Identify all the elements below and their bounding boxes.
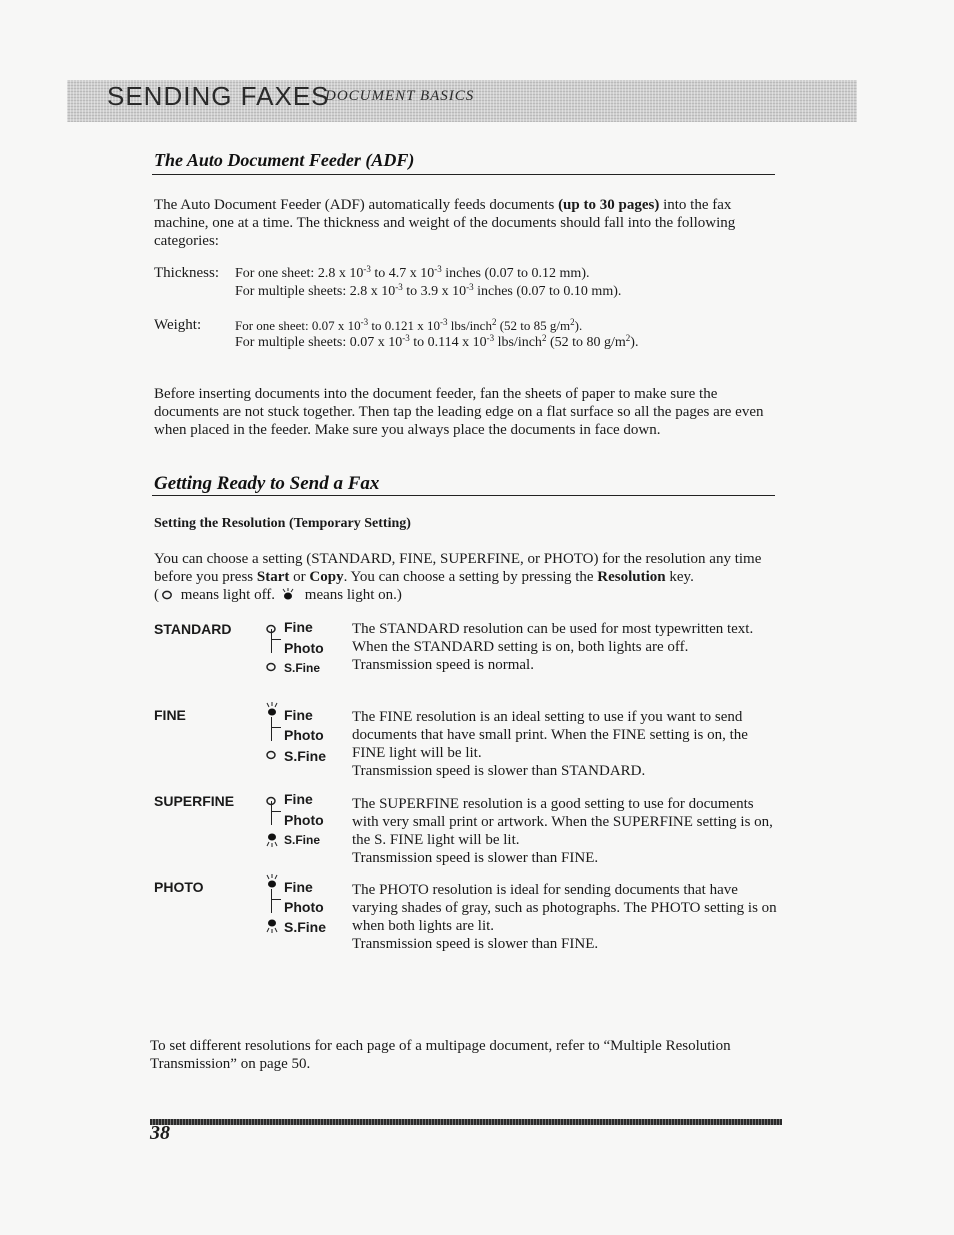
adf-page-limit: (up to 30 pages) — [558, 197, 660, 213]
adf-heading: The Auto Document Feeder (ADF) — [154, 150, 415, 170]
fine-light-label: Fine — [284, 791, 313, 807]
subsection-title: DOCUMENT BASICS — [325, 88, 475, 104]
photo-light-label: Photo — [284, 640, 324, 656]
adf-intro: The Auto Document Feeder (ADF) automatically feeds documents (up to 30 pages) into the fax machine, one at a time. The thickness and weight of the documents should fall into the following categories: — [154, 197, 736, 249]
copy-key: Copy — [309, 569, 344, 585]
ready-heading-rule — [152, 495, 775, 496]
fine-light-label: Fine — [284, 619, 313, 635]
photo-light-label: Photo — [284, 727, 324, 743]
sfine-light-off-icon — [262, 749, 278, 761]
thickness-one-sheet: For one sheet: 2.8 x $10^{-3}$ to 4.7 x $10^{-3}$ inches (0.07 to 0.12 mm). — [235, 264, 590, 281]
before-inserting-paragraph: Before inserting documents into the document feeder, fan the sheets of paper to make sure the documents are not stuck together. Then tap the leading edge on a flat surface so all the pages are even when placed in the feeder. Make sure you always place the documents in face down. — [154, 386, 764, 438]
standard-lights — [262, 619, 332, 679]
fine-light-label: Fine — [284, 707, 313, 723]
header-band — [67, 80, 857, 122]
sfine-light-on-icon — [262, 831, 282, 849]
weight-one-sheet: For one sheet: 0.07 x $10^{-3}$ to 0.121 x $10^{-3}$ lbs/inch$^2$ (52 to 85 $g/m^2$). — [235, 317, 583, 333]
thickness-multiple-sheets: For multiple sheets: 2.8 x $10^{-3}$ to 3.9 x $10^{-3}$ inches (0.07 to 0.10 mm). — [235, 282, 622, 299]
page-number: 38 — [150, 1122, 170, 1144]
multiple-resolution-note: To set different resolutions for each page of a multipage document, refer to “Multiple Resolution Transmission” on page 50. — [150, 1038, 731, 1072]
fine-label: FINE — [154, 707, 186, 723]
fine-light-label: Fine — [284, 879, 313, 895]
standard-label: STANDARD — [154, 621, 232, 637]
photo-description: The PHOTO resolution is ideal for sending documents that have varying shades of gray, such as photographs. The PHOTO setting is on when both lights are lit. Transmission speed is slower than FINE. — [352, 881, 782, 953]
resolution-key: Resolution — [597, 569, 666, 585]
sfine-light-label: S.Fine — [284, 748, 327, 764]
light-on-icon — [279, 587, 297, 601]
weight-label: Weight: — [154, 317, 202, 333]
fine-light-off-icon — [262, 795, 278, 807]
superfine-lights — [262, 791, 332, 851]
fine-speed: Transmission speed is slower than STANDARD. — [352, 763, 646, 779]
photo-label: PHOTO — [154, 879, 204, 895]
ready-heading: Getting Ready to Send a Fax — [154, 473, 380, 494]
photo-light-label: Photo — [284, 899, 324, 915]
photo-lights — [262, 872, 332, 942]
superfine-speed: Transmission speed is slower than FINE. — [352, 850, 599, 866]
sfine-light-label: S.Fine — [284, 919, 327, 935]
sfine-light-label: S.Fine — [284, 833, 321, 847]
fine-lights — [262, 700, 332, 764]
fine-light-off-icon — [262, 623, 278, 635]
fine-description: The FINE resolution is an ideal setting to use if you want to send documents that have small print. When the FINE setting is on, the FINE light will be lit. Transmission speed is slower than STANDARD. — [352, 708, 782, 780]
resolution-intro: You can choose a setting (STANDARD, FINE, SUPERFINE, or PHOTO) for the resolution any time before you press Start or Copy. You can choose a setting by pressing the Resolution key. ( means light off. means light on.) — [154, 551, 762, 603]
standard-description: The STANDARD resolution can be used for most typewritten text. When the STANDARD setting is on, both lights are off. Transmission speed is normal. — [352, 620, 782, 674]
photo-speed: Transmission speed is slower than FINE. — [352, 936, 599, 952]
section-title: SENDING FAXES — [107, 81, 330, 111]
fine-light-on-icon — [262, 700, 282, 718]
fine-light-on-icon — [262, 872, 282, 890]
sfine-light-label: S.Fine — [284, 661, 321, 675]
weight-multiple-sheets: For multiple sheets: 0.07 x $10^{-3}$ to 0.114 x $10^{-3}$ lbs/inch$^2$ (52 to 80 $g/m^2$). — [235, 333, 639, 350]
footer-rule — [150, 1119, 782, 1125]
resolution-subheading: Setting the Resolution (Temporary Setting) — [154, 516, 411, 531]
adf-heading-rule — [152, 174, 775, 175]
sfine-light-on-icon — [262, 917, 282, 935]
light-off-icon — [160, 588, 174, 600]
standard-speed: Transmission speed is normal. — [352, 657, 534, 673]
superfine-description: The SUPERFINE resolution is a good setting to use for documents with very small print or artwork. When the SUPERFINE setting is on, the S. FINE light will be lit. Transmission speed is slower than FINE. — [352, 795, 782, 867]
superfine-label: SUPERFINE — [154, 793, 235, 809]
start-key: Start — [256, 569, 290, 585]
thickness-label: Thickness: — [154, 265, 219, 281]
sfine-light-off-icon — [262, 661, 278, 673]
photo-light-label: Photo — [284, 812, 324, 828]
